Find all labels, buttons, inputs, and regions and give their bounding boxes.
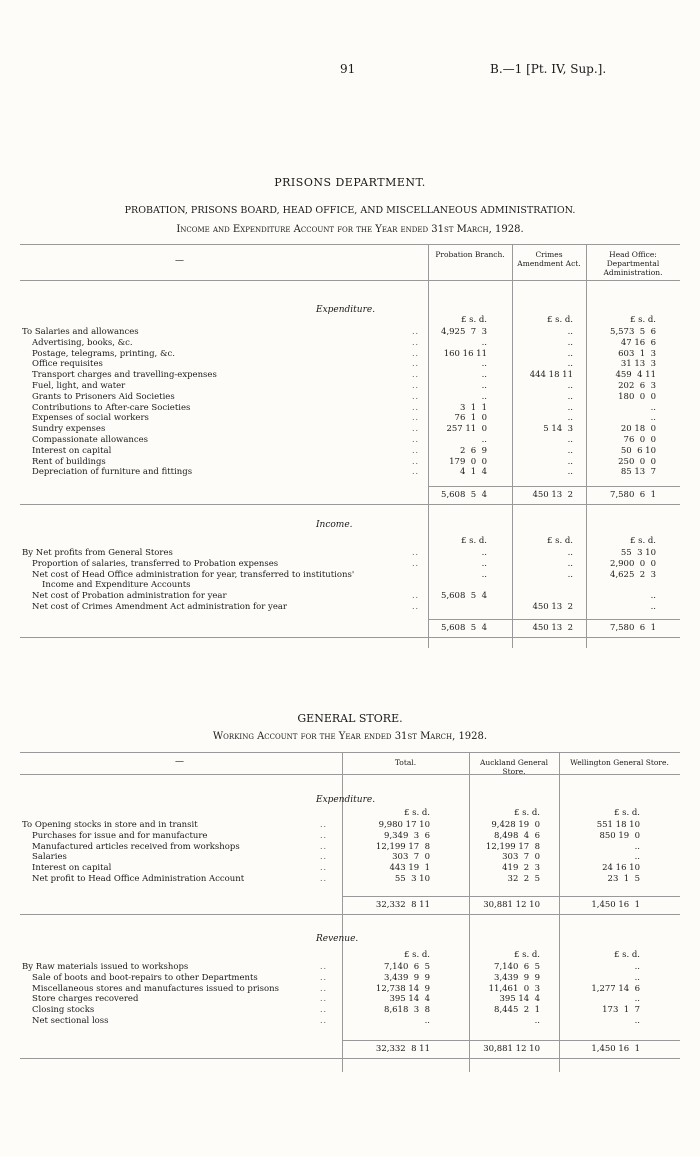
prisons-expenditure-total: 7,580 6 1 (610, 490, 656, 500)
prisons-income-cell: 4,625 2 3 (610, 569, 656, 580)
store-expenditure-unit-0: £ s. d. (403, 808, 430, 818)
prisons-expenditure-cell: .. (567, 456, 573, 467)
prisons-expenditure-cell: .. (567, 413, 573, 424)
store-revenue-row-label: Sale of boots and boot-repairs to other Departments (32, 972, 258, 983)
store-expenditure-cell: 419 2 3 (502, 863, 540, 874)
prisons-expenditure-row-leader: .. (412, 445, 420, 455)
store-stub-dash: — (175, 757, 184, 767)
store-col-head-0: Total. (394, 758, 417, 767)
store-expenditure-cell: 443 19 1 (389, 863, 430, 874)
store-col-head-1: Auckland General Store. (479, 758, 549, 776)
prisons-expenditure-cell: 85 13 7 (620, 467, 656, 478)
prisons-expenditure-row-label: Rent of buildings (32, 456, 106, 467)
store-revenue-unit-1: £ s. d. (513, 950, 540, 960)
store-expenditure-row-leader: .. (320, 841, 328, 851)
store-expenditure-row-label: To Opening stocks in store and in transit (22, 820, 198, 830)
store-revenue-total: 30,881 12 10 (483, 1044, 540, 1054)
prisons-income-row-label: Income and Expenditure Accounts (42, 580, 191, 591)
prisons-expenditure-cell: .. (567, 445, 573, 456)
prisons-expenditure-cell: 20 18 0 (620, 424, 656, 435)
store-revenue-row-leader: .. (320, 972, 328, 982)
store-expenditure-row-label: Interest on capital (32, 863, 112, 874)
store-revenue-cell: 3,439 9 9 (384, 972, 430, 983)
prisons-expenditure-row-label: Postage, telegrams, printing, &c. (32, 348, 175, 359)
store-expenditure-row-label: Salaries (32, 852, 67, 863)
prisons-expenditure-row-label: Transport charges and travelling-expenses (32, 370, 217, 381)
store-revenue-cell: 1,277 14 6 (591, 983, 640, 994)
prisons-expenditure-cell: .. (650, 402, 656, 413)
store-revenue-cell: 8,445 2 1 (494, 1005, 540, 1016)
prisons-expenditure-cell: 4 1 4 (459, 467, 487, 478)
prisons-expenditure-row-leader: .. (412, 327, 420, 336)
prisons-expenditure-row-leader: .. (412, 337, 420, 347)
store-expenditure-cell: 12,199 17 8 (485, 841, 540, 852)
prisons-expenditure-cell: 180 0 0 (618, 391, 656, 402)
prisons-income-row-label: Proportion of salaries, transferred to Probation expenses (32, 558, 279, 569)
prisons-expenditure-row-leader: .. (412, 402, 420, 412)
prisons-col-head-1: Crimes Amendment Act. (517, 250, 581, 268)
prisons-income-row-label: Net cost of Probation administration for year (32, 591, 227, 602)
store-revenue-cell: 395 14 4 (389, 994, 430, 1005)
store-revenue-unit-2: £ s. d. (613, 950, 640, 960)
store-revenue-cell: 173 1 7 (602, 1005, 640, 1016)
store-expenditure-cell: 9,349 3 6 (384, 830, 430, 841)
store-revenue-row-leader: .. (320, 994, 328, 1004)
prisons-expenditure-cell: 202 6 3 (618, 381, 656, 391)
prisons-expenditure-row-leader: .. (412, 370, 420, 380)
store-revenue-cell: .. (424, 1016, 430, 1026)
prisons-expenditure-cell: 3 1 1 (459, 402, 487, 413)
prisons-income-end-rule (20, 637, 680, 638)
prisons-income-unit-2: £ s. d. (629, 536, 656, 546)
prisons-income-cell: 55 3 10 (620, 548, 656, 558)
prisons-expenditure-row-leader: .. (412, 435, 420, 444)
department-title: PRISONS DEPARTMENT. (274, 176, 426, 189)
store-revenue-row-label: Closing stocks (32, 1005, 95, 1016)
prisons-expenditure-cell: .. (481, 381, 487, 391)
store-expenditure-row-leader: .. (320, 830, 328, 840)
store-expenditure-row-leader: .. (320, 863, 328, 873)
prisons-income-row-leader: .. (412, 548, 420, 557)
store-account-title: Working Account for the Year ended 31st March, 1928. (212, 731, 488, 742)
store-header-rule (20, 774, 680, 775)
prisons-expenditure-cell: .. (481, 391, 487, 402)
prisons-col-head-0: Probation Branch. (435, 250, 505, 259)
store-expenditure-cell: 9,980 17 10 (378, 820, 430, 830)
store-revenue-row-leader: .. (320, 962, 328, 971)
store-expenditure-row-leader: .. (320, 852, 328, 862)
store-expenditure-cell: 303 7 0 (392, 852, 430, 863)
prisons-expenditure-row-leader: .. (412, 424, 420, 434)
prisons-income-row-leader: .. (412, 591, 420, 601)
prisons-expenditure-cell: 5,573 5 6 (610, 327, 656, 337)
prisons-income-cell: .. (650, 602, 656, 612)
prisons-expenditure-cell: .. (567, 391, 573, 402)
prisons-income-cell: .. (481, 558, 487, 569)
store-top-rule (20, 752, 680, 753)
store-revenue-total: 32,332 8 11 (375, 1044, 430, 1054)
prisons-expenditure-cell: 2 6 9 (459, 445, 487, 456)
prisons-income-cell: 2,900 0 0 (610, 558, 656, 569)
store-revenue-unit-0: £ s. d. (403, 950, 430, 960)
prisons-income-total: 5,608 5 4 (441, 623, 487, 633)
prisons-expenditure-cell: .. (567, 435, 573, 445)
store-revenue-cell: 395 14 4 (499, 994, 540, 1005)
store-title: GENERAL STORE. (297, 712, 403, 725)
prisons-expenditure-cell: 47 16 6 (620, 337, 656, 348)
prisons-expenditure-cell: 76 0 0 (623, 435, 656, 445)
prisons-expenditure-cell: .. (567, 467, 573, 478)
prisons-income-row-label: By Net profits from General Stores (22, 548, 173, 558)
prisons-expenditure-row-leader: .. (412, 413, 420, 423)
prisons-expenditure-cell: 444 18 11 (529, 370, 573, 381)
store-revenue-row-leader: .. (320, 983, 328, 993)
prisons-col-head-2: Head Office: Departmental Administration. (603, 250, 663, 277)
prisons-expenditure-total: 5,608 5 4 (441, 490, 487, 500)
prisons-income-row-label: Net cost of Head Office administration for year, transferred to institutions' (32, 569, 355, 580)
store-expenditure-total: 32,332 8 11 (375, 900, 430, 910)
store-revenue-row-label: Miscellaneous stores and manufactures issued to prisons (32, 983, 279, 994)
prisons-expenditure-cell: .. (567, 381, 573, 391)
store-revenue-cell: .. (634, 972, 640, 983)
prisons-expenditure-unit-1: £ s. d. (546, 315, 573, 325)
prisons-expenditure-row-leader: .. (412, 467, 420, 477)
prisons-income-unit-0: £ s. d. (460, 536, 487, 546)
store-expenditure-unit-1: £ s. d. (513, 808, 540, 818)
prisons-expenditure-row-leader: .. (412, 391, 420, 401)
prisons-expenditure-cell: 31 13 3 (620, 359, 656, 370)
prisons-expenditure-cell: 4,925 7 3 (441, 327, 487, 337)
prisons-expenditure-unit-0: £ s. d. (460, 315, 487, 325)
prisons-expenditure-cell: 5 14 3 (543, 424, 573, 435)
prisons-income-cell: .. (567, 558, 573, 569)
store-revenue-cell: 3,439 9 9 (494, 972, 540, 983)
store-revenue-total: 1,450 16 1 (591, 1044, 640, 1054)
store-revenue-cell: .. (534, 1016, 540, 1026)
store-expenditure-cell: 12,199 17 8 (375, 841, 430, 852)
prisons-expenditure-heading: Expenditure. (316, 305, 376, 315)
store-expenditure-cell: 850 19 0 (599, 830, 640, 841)
prisons-expenditure-cell: .. (481, 435, 487, 445)
prisons-expenditure-cell: .. (567, 359, 573, 370)
prisons-expenditure-cell: .. (481, 337, 487, 348)
store-expenditure-cell: 9,428 19 0 (491, 820, 540, 830)
prisons-income-row-leader: .. (412, 602, 420, 611)
prisons-expenditure-row-leader: .. (412, 359, 420, 369)
prisons-expenditure-end-rule (20, 504, 680, 505)
store-expenditure-cell: 303 7 0 (502, 852, 540, 863)
prisons-expenditure-row-label: Advertising, books, &c. (32, 337, 133, 348)
store-expenditure-row-leader: .. (320, 874, 328, 883)
prisons-income-row-leader: .. (412, 558, 420, 568)
store-expenditure-unit-2: £ s. d. (613, 808, 640, 818)
prisons-expenditure-cell: .. (567, 337, 573, 348)
prisons-expenditure-cell: .. (481, 370, 487, 381)
store-expenditure-cell: 24 16 10 (602, 863, 640, 874)
prisons-expenditure-row-label: Office requisites (32, 359, 103, 370)
store-revenue-cell: 7,140 6 5 (494, 962, 540, 972)
prisons-expenditure-row-label: Fuel, light, and water (32, 381, 126, 391)
store-revenue-end-rule (20, 1058, 680, 1059)
prisons-expenditure-total: 450 13 2 (532, 490, 573, 500)
prisons-expenditure-unit-2: £ s. d. (629, 315, 656, 325)
prisons-expenditure-row-leader: .. (412, 381, 420, 390)
prisons-expenditure-cell: 50 6 10 (620, 445, 656, 456)
prisons-expenditure-cell: .. (481, 359, 487, 370)
department-subtitle: PROBATION, PRISONS BOARD, HEAD OFFICE, AND MISCELLANEOUS ADMINISTRATION. (124, 205, 576, 216)
store-expenditure-cell: .. (634, 852, 640, 863)
prisons-expenditure-sum-rule (428, 486, 680, 487)
store-expenditure-cell: 551 18 10 (596, 820, 640, 830)
store-expenditure-cell: 8,498 4 6 (494, 830, 540, 841)
store-revenue-cell: 12,738 14 9 (375, 983, 430, 994)
store-revenue-cell: 11,461 0 3 (488, 983, 540, 994)
prisons-expenditure-cell: .. (650, 413, 656, 424)
store-expenditure-total: 30,881 12 10 (483, 900, 540, 910)
prisons-expenditure-cell: 257 11 0 (446, 424, 487, 435)
store-revenue-sum-rule (342, 1040, 680, 1041)
prisons-expenditure-cell: 459 4 11 (615, 370, 656, 381)
prisons-income-total: 450 13 2 (532, 623, 573, 633)
prisons-income-total: 7,580 6 1 (610, 623, 656, 633)
prisons-expenditure-cell: 603 1 3 (618, 348, 656, 359)
prisons-income-unit-1: £ s. d. (546, 536, 573, 546)
prisons-income-cell: .. (481, 548, 487, 558)
store-revenue-row-label: Net sectional loss (32, 1016, 109, 1026)
prisons-expenditure-cell: 160 16 11 (443, 348, 487, 359)
store-expenditure-cell: 55 3 10 (394, 874, 430, 884)
prisons-income-heading: Income. (316, 520, 353, 530)
prisons-income-cell: .. (567, 569, 573, 580)
prisons-stub-dash: — (175, 256, 184, 266)
store-expenditure-row-label: Net profit to Head Office Administration Account (32, 874, 245, 884)
prisons-expenditure-row-label: Sundry expenses (32, 424, 106, 435)
prisons-income-cell: 450 13 2 (532, 602, 573, 612)
prisons-expenditure-row-label: Expenses of social workers (32, 413, 149, 424)
store-revenue-cell: .. (634, 1016, 640, 1026)
document-reference: B.—1 [Pt. IV, Sup.]. (490, 62, 607, 76)
store-revenue-row-leader: .. (320, 1016, 328, 1025)
prisons-income-cell: .. (567, 548, 573, 558)
store-expenditure-heading: Expenditure. (316, 795, 376, 805)
store-revenue-cell: 8,618 3 8 (384, 1005, 430, 1016)
store-expenditure-row-leader: .. (320, 820, 328, 829)
prisons-expenditure-cell: .. (567, 402, 573, 413)
prisons-expenditure-cell: 76 1 0 (454, 413, 487, 424)
store-revenue-heading: Revenue. (316, 934, 359, 944)
prisons-income-sum-rule (428, 619, 680, 620)
store-expenditure-end-rule (20, 914, 680, 915)
prisons-expenditure-row-label: Contributions to After-care Societies (32, 402, 191, 413)
store-expenditure-row-label: Manufactured articles received from workshops (32, 841, 240, 852)
store-col-head-2: Wellington General Store. (570, 758, 669, 767)
store-expenditure-cell: .. (634, 841, 640, 852)
prisons-income-row-label: Net cost of Crimes Amendment Act administration for year (32, 602, 287, 612)
page-number: 91 (340, 62, 356, 76)
prisons-income-cell: .. (650, 591, 656, 602)
store-revenue-cell: .. (634, 962, 640, 972)
prisons-expenditure-cell: .. (567, 348, 573, 359)
prisons-account-title: Income and Expenditure Account for the Year ended 31st March, 1928. (176, 224, 524, 235)
store-revenue-row-label: Store charges recovered (32, 994, 139, 1005)
prisons-expenditure-row-label: Grants to Prisoners Aid Societies (32, 391, 175, 402)
prisons-income-cell: .. (481, 569, 487, 580)
prisons-expenditure-cell: 250 0 0 (618, 456, 656, 467)
prisons-expenditure-cell: 179 0 0 (449, 456, 487, 467)
prisons-expenditure-cell: .. (567, 327, 573, 337)
prisons-expenditure-row-label: To Salaries and allowances (22, 327, 139, 337)
prisons-expenditure-row-leader: .. (412, 348, 420, 358)
store-revenue-cell: .. (634, 994, 640, 1005)
prisons-top-rule (20, 244, 680, 245)
store-expenditure-total: 1,450 16 1 (591, 900, 640, 910)
prisons-expenditure-row-label: Compassionate allowances (32, 435, 149, 445)
store-revenue-row-leader: .. (320, 1005, 328, 1015)
prisons-header-rule (20, 280, 680, 281)
store-expenditure-cell: 32 2 5 (507, 874, 540, 884)
prisons-expenditure-row-label: Depreciation of furniture and fittings (32, 467, 193, 478)
prisons-expenditure-row-label: Interest on capital (32, 445, 112, 456)
store-expenditure-sum-rule (342, 896, 680, 897)
store-expenditure-row-label: Purchases for issue and for manufacture (32, 830, 208, 841)
prisons-income-cell: 5,608 5 4 (441, 591, 487, 602)
store-revenue-row-label: By Raw materials issued to workshops (22, 962, 189, 972)
prisons-expenditure-row-leader: .. (412, 456, 420, 466)
store-expenditure-cell: 23 1 5 (607, 874, 640, 884)
store-revenue-cell: 7,140 6 5 (384, 962, 430, 972)
